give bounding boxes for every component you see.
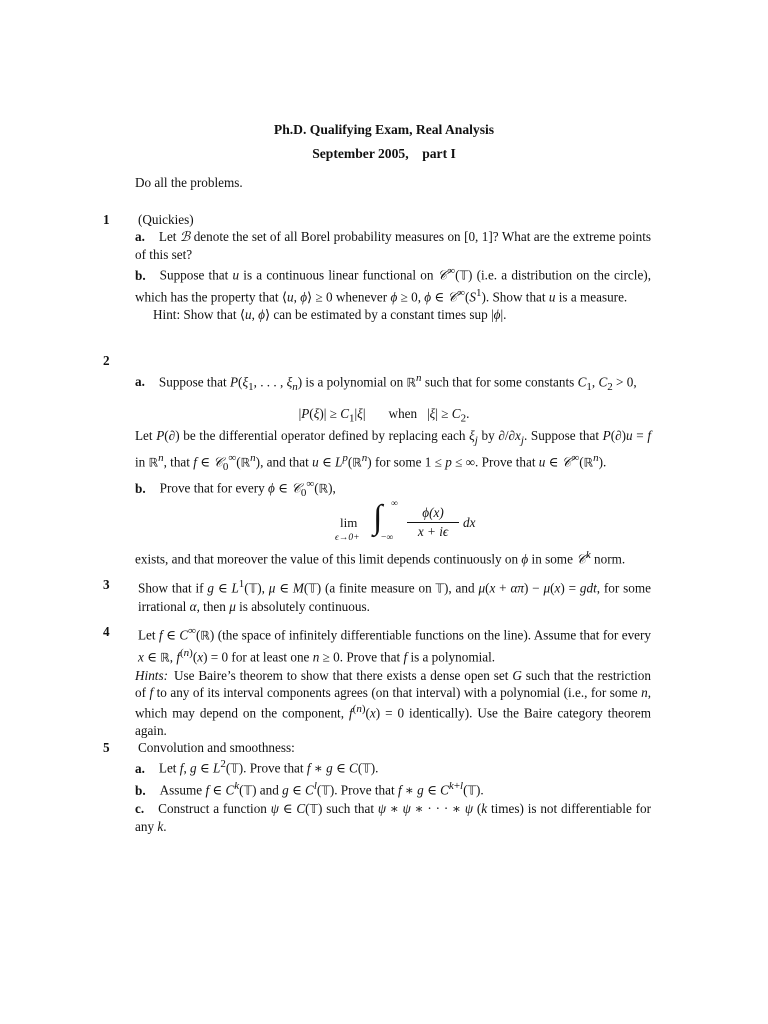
exam-title: Ph.D. Qualifying Exam, Real Analysis <box>273 122 495 137</box>
problem-1: (Quickies) a. Let ℬ denote the set of all Borel probability measures on [0, 1]? What are the extreme points of this set? b. Suppose that u is a continuous linear functional on 𝒞∞(𝕋) (i.e. a distribution on the circle), which has the property that ⟨u, ϕ⟩ ≥ 0 whenever ϕ ≥ 0, ϕ ∈ $𝒞^\infty(S^1)$. Show that u is a measure. Hint: Show that ⟨u, ϕ⟩ can be estimated by a constant times sup |ϕ|. <box>135 212 652 322</box>
exam-date-line <box>0 145 768 162</box>
problem-number: 5 <box>103 740 110 755</box>
problem-number: 2 <box>103 353 110 368</box>
problem-2-part-a: a. Suppose that $P(\xi_1$, . . . , $\xi_n$) is a polynomial on ℝ$^n$ such that for some constants $C_1$, $C_2 > 0$, <box>135 372 637 394</box>
exam-part: part I <box>422 146 456 161</box>
exam-date: September 2005, <box>312 146 409 161</box>
problem-number: 3 <box>103 577 110 592</box>
problem-4: Let f ∈ C∞(ℝ) (the space of infinitely differentiable functions on the line). Assume that for every x ∈ ℝ, $f^{(n)}(x) = 0$ for at least one n ≥ 0. Prove that f is a polynomial. Hints: Use Baire’s theorem to show that there exists a dense open set G such that the restriction of f to any of its interval components agrees (on that interval) with a polynomial (i.e., for some n, which may depend on the component, $f^{(n)}(x) = 0$ identically). Use the Baire category theorem again. <box>135 625 651 739</box>
limit-integral-display: lim ϵ→0+ ∫ ∞ −∞ ϕ(x) x + iϵ dx <box>335 499 476 543</box>
problem-number: 1 <box>103 212 110 227</box>
problem-2-conclusion: exists, and that moreover the value of this limit depends continuously on ϕ in some 𝒞$^k$ norm. <box>135 549 626 567</box>
problem-5: Convolution and smoothness: a. Let f, g ∈ $L^2(𝕋)$. Prove that f ∗ g ∈ C(𝕋). b. Assume f ∈ $C^k(𝕋)$ and g ∈ $C^l(𝕋)$. Prove that f ∗ g ∈ $C^{k+l}(𝕋)$. c. Construct a function ψ ∈ C(𝕋) such that ψ ∗ ψ ∗ · · · ∗ ψ (k times) is not differentiable for any k. <box>135 740 651 835</box>
problem-number: 4 <box>103 624 110 639</box>
instructions: Do all the problems. <box>135 175 243 190</box>
problem-3: Show that if g ∈ $L^1(𝕋)$, μ ∈ M(𝕋) (a finite measure on 𝕋), and μ(x + απ) − μ(x) = gdt, for some irrational α, then μ is absolutely continuous. <box>138 578 651 614</box>
inequality-display: $|P(\xi)| \ge C_1|\xi|$ when $|\xi| \ge C_2$. <box>298 406 470 425</box>
problem-2-continuation: Let P(∂) be the differential operator defined by replacing each $\xi_j$ by $\partial/\partial x_j$. Suppose that P(∂)u = f in ℝ$^n$, that f ∈ 𝒞$_0$∞(ℝ$^n$), and that u ∈ $L^p(ℝ^n)$ for some 1 ≤ p ≤ ∞. Prove that u ∈ 𝒞∞(ℝ$^n$). b. Prove that for every ϕ ∈ 𝒞$_0$∞(ℝ), <box>135 428 651 500</box>
